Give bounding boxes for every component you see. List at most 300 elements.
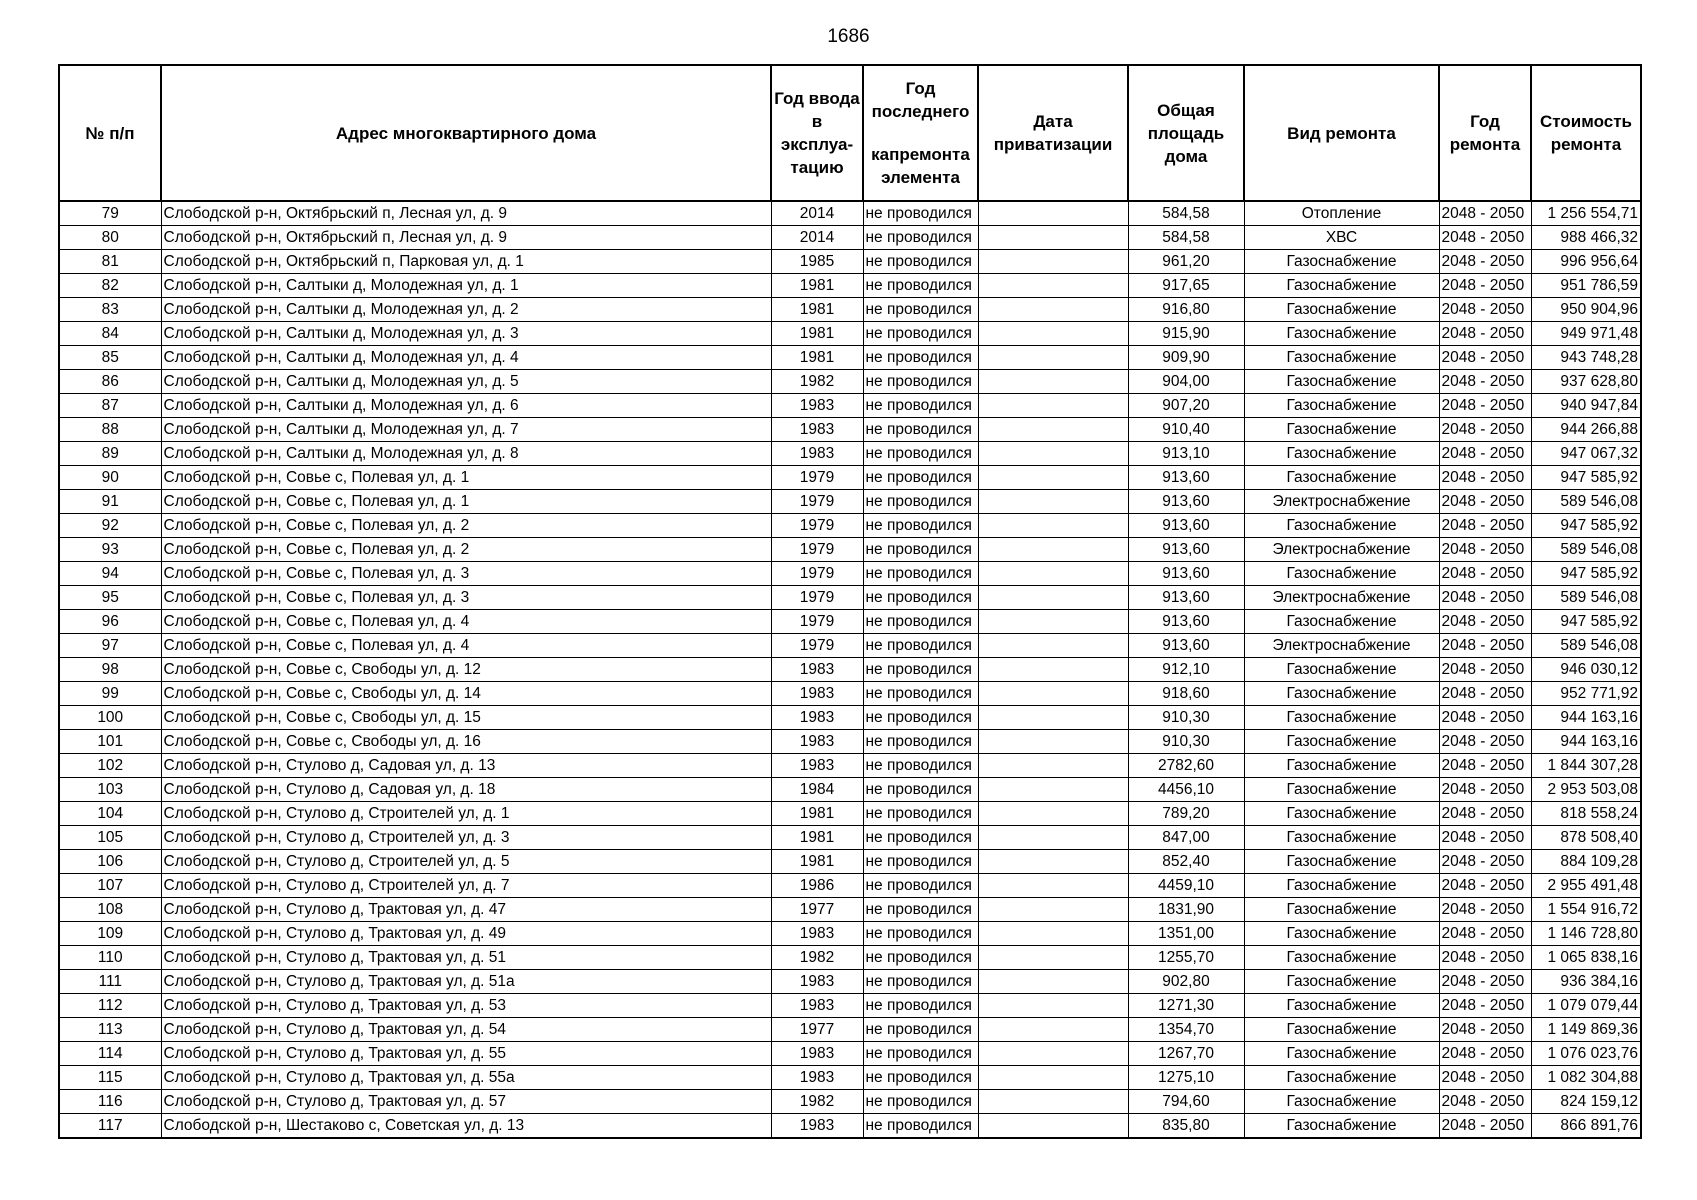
cell-repair-year: 2048 - 2050: [1439, 586, 1531, 610]
table-row: [59, 370, 1641, 394]
cell-repair-year: 2048 - 2050: [1439, 201, 1531, 226]
cell-year-commissioned: 1986: [771, 874, 863, 898]
cell-last-repair: не проводился: [863, 754, 978, 778]
cell-repair-type: Отопление: [1244, 201, 1439, 226]
repair-plan-table: [58, 64, 1642, 1139]
cell-area: 794,60: [1128, 1090, 1244, 1114]
cell-privatization: [978, 706, 1128, 730]
cell-num: 104: [59, 802, 161, 826]
cell-cost: 1 079 079,44: [1531, 994, 1641, 1018]
cell-repair-type: Газоснабжение: [1244, 442, 1439, 466]
cell-privatization: [978, 730, 1128, 754]
cell-repair-type: Газоснабжение: [1244, 298, 1439, 322]
cell-area: 917,65: [1128, 274, 1244, 298]
cell-last-repair: не проводился: [863, 226, 978, 250]
cell-address: Слободской р-н, Салтыки д, Молодежная ул, д. 7: [161, 418, 771, 442]
cell-year-commissioned: 1982: [771, 946, 863, 970]
cell-address: Слободской р-н, Салтыки д, Молодежная ул, д. 6: [161, 394, 771, 418]
cell-last-repair: не проводился: [863, 850, 978, 874]
table-row: [59, 826, 1641, 850]
table-row: [59, 1066, 1641, 1090]
table-body: [59, 201, 1641, 1138]
cell-repair-year: 2048 - 2050: [1439, 226, 1531, 250]
cell-cost: 946 030,12: [1531, 658, 1641, 682]
cell-year-commissioned: 1979: [771, 466, 863, 490]
cell-area: 907,20: [1128, 394, 1244, 418]
cell-num: 117: [59, 1114, 161, 1139]
cell-year-commissioned: 1983: [771, 442, 863, 466]
cell-num: 97: [59, 634, 161, 658]
cell-address: Слободской р-н, Шестаково с, Советская ул, д. 13: [161, 1114, 771, 1139]
cell-num: 80: [59, 226, 161, 250]
cell-repair-type: Газоснабжение: [1244, 418, 1439, 442]
cell-num: 101: [59, 730, 161, 754]
cell-repair-type: Электроснабжение: [1244, 538, 1439, 562]
cell-repair-type: Газоснабжение: [1244, 682, 1439, 706]
cell-address: Слободской р-н, Совье с, Свободы ул, д. 12: [161, 658, 771, 682]
cell-last-repair: не проводился: [863, 658, 978, 682]
cell-repair-type: Газоснабжение: [1244, 706, 1439, 730]
table-row: [59, 514, 1641, 538]
cell-repair-type: Газоснабжение: [1244, 730, 1439, 754]
cell-repair-year: 2048 - 2050: [1439, 946, 1531, 970]
cell-repair-year: 2048 - 2050: [1439, 1066, 1531, 1090]
cell-cost: 884 109,28: [1531, 850, 1641, 874]
cell-repair-type: Газоснабжение: [1244, 658, 1439, 682]
cell-privatization: [978, 370, 1128, 394]
cell-repair-type: Газоснабжение: [1244, 946, 1439, 970]
cell-last-repair: не проводился: [863, 1018, 978, 1042]
table-row: [59, 442, 1641, 466]
cell-privatization: [978, 898, 1128, 922]
cell-address: Слободской р-н, Совье с, Полевая ул, д. 2: [161, 514, 771, 538]
table-row: [59, 298, 1641, 322]
cell-repair-year: 2048 - 2050: [1439, 658, 1531, 682]
cell-num: 82: [59, 274, 161, 298]
cell-cost: 589 546,08: [1531, 586, 1641, 610]
cell-address: Слободской р-н, Стулово д, Садовая ул, д. 18: [161, 778, 771, 802]
cell-privatization: [978, 922, 1128, 946]
cell-last-repair: не проводился: [863, 634, 978, 658]
header-num: № п/п: [59, 65, 161, 201]
table-row: [59, 1114, 1641, 1139]
cell-cost: 947 585,92: [1531, 514, 1641, 538]
table-row: [59, 946, 1641, 970]
table-row: [59, 322, 1641, 346]
cell-year-commissioned: 1984: [771, 778, 863, 802]
cell-repair-year: 2048 - 2050: [1439, 634, 1531, 658]
cell-last-repair: не проводился: [863, 201, 978, 226]
cell-last-repair: не проводился: [863, 1090, 978, 1114]
table-row: [59, 1018, 1641, 1042]
cell-last-repair: не проводился: [863, 682, 978, 706]
table-row: [59, 586, 1641, 610]
cell-last-repair: не проводился: [863, 466, 978, 490]
cell-privatization: [978, 754, 1128, 778]
cell-cost: 988 466,32: [1531, 226, 1641, 250]
cell-num: 79: [59, 201, 161, 226]
header-area: Общая площадь дома: [1128, 65, 1244, 201]
cell-last-repair: не проводился: [863, 394, 978, 418]
cell-num: 91: [59, 490, 161, 514]
cell-address: Слободской р-н, Салтыки д, Молодежная ул, д. 3: [161, 322, 771, 346]
cell-repair-type: Газоснабжение: [1244, 514, 1439, 538]
cell-area: 961,20: [1128, 250, 1244, 274]
cell-num: 95: [59, 586, 161, 610]
cell-repair-type: Газоснабжение: [1244, 850, 1439, 874]
cell-cost: 1 082 304,88: [1531, 1066, 1641, 1090]
cell-last-repair: не проводился: [863, 970, 978, 994]
cell-repair-year: 2048 - 2050: [1439, 826, 1531, 850]
cell-year-commissioned: 1979: [771, 586, 863, 610]
cell-year-commissioned: 1983: [771, 1042, 863, 1066]
cell-cost: 2 953 503,08: [1531, 778, 1641, 802]
cell-privatization: [978, 490, 1128, 514]
cell-area: 910,30: [1128, 706, 1244, 730]
cell-privatization: [978, 850, 1128, 874]
cell-repair-type: Газоснабжение: [1244, 1042, 1439, 1066]
cell-num: 103: [59, 778, 161, 802]
cell-privatization: [978, 586, 1128, 610]
cell-year-commissioned: 1981: [771, 274, 863, 298]
cell-address: Слободской р-н, Стулово д, Трактовая ул, д. 49: [161, 922, 771, 946]
cell-year-commissioned: 2014: [771, 226, 863, 250]
cell-address: Слободской р-н, Совье с, Полевая ул, д. 1: [161, 490, 771, 514]
cell-year-commissioned: 1983: [771, 418, 863, 442]
cell-privatization: [978, 394, 1128, 418]
cell-repair-year: 2048 - 2050: [1439, 994, 1531, 1018]
cell-repair-year: 2048 - 2050: [1439, 610, 1531, 634]
cell-cost: 589 546,08: [1531, 634, 1641, 658]
table-row: [59, 730, 1641, 754]
cell-cost: 1 065 838,16: [1531, 946, 1641, 970]
cell-year-commissioned: 1979: [771, 490, 863, 514]
cell-area: 584,58: [1128, 201, 1244, 226]
table-row: [59, 706, 1641, 730]
cell-year-commissioned: 1983: [771, 754, 863, 778]
cell-repair-year: 2048 - 2050: [1439, 466, 1531, 490]
cell-num: 113: [59, 1018, 161, 1042]
cell-num: 90: [59, 466, 161, 490]
cell-area: 912,10: [1128, 658, 1244, 682]
cell-address: Слободской р-н, Стулово д, Трактовая ул, д. 55а: [161, 1066, 771, 1090]
cell-year-commissioned: 1985: [771, 250, 863, 274]
cell-address: Слободской р-н, Стулово д, Трактовая ул, д. 47: [161, 898, 771, 922]
header-last-repair-line2: капремонта элемента: [871, 145, 970, 187]
cell-num: 109: [59, 922, 161, 946]
cell-repair-type: Газоснабжение: [1244, 1090, 1439, 1114]
cell-last-repair: не проводился: [863, 586, 978, 610]
cell-year-commissioned: 1982: [771, 1090, 863, 1114]
cell-area: 902,80: [1128, 970, 1244, 994]
cell-address: Слободской р-н, Октябрьский п, Лесная ул, д. 9: [161, 201, 771, 226]
cell-repair-year: 2048 - 2050: [1439, 538, 1531, 562]
header-repair-type: Вид ремонта: [1244, 65, 1439, 201]
cell-cost: 947 585,92: [1531, 562, 1641, 586]
cell-address: Слободской р-н, Совье с, Полевая ул, д. 4: [161, 634, 771, 658]
cell-last-repair: не проводился: [863, 994, 978, 1018]
cell-privatization: [978, 1042, 1128, 1066]
cell-repair-year: 2048 - 2050: [1439, 850, 1531, 874]
cell-privatization: [978, 562, 1128, 586]
cell-repair-type: Газоснабжение: [1244, 754, 1439, 778]
cell-year-commissioned: 1983: [771, 994, 863, 1018]
cell-privatization: [978, 874, 1128, 898]
header-last-repair: [863, 65, 978, 201]
cell-address: Слободской р-н, Стулово д, Трактовая ул, д. 54: [161, 1018, 771, 1042]
cell-cost: 589 546,08: [1531, 538, 1641, 562]
cell-num: 107: [59, 874, 161, 898]
cell-last-repair: не проводился: [863, 802, 978, 826]
cell-repair-year: 2048 - 2050: [1439, 346, 1531, 370]
cell-last-repair: не проводился: [863, 826, 978, 850]
cell-repair-year: 2048 - 2050: [1439, 802, 1531, 826]
cell-cost: 818 558,24: [1531, 802, 1641, 826]
cell-year-commissioned: 1983: [771, 730, 863, 754]
cell-repair-year: 2048 - 2050: [1439, 442, 1531, 466]
cell-last-repair: не проводился: [863, 322, 978, 346]
cell-address: Слободской р-н, Стулово д, Трактовая ул, д. 51: [161, 946, 771, 970]
header-address: Адрес многоквартирного дома: [161, 65, 771, 201]
cell-year-commissioned: 1979: [771, 634, 863, 658]
cell-last-repair: не проводился: [863, 514, 978, 538]
cell-area: 909,90: [1128, 346, 1244, 370]
cell-repair-year: 2048 - 2050: [1439, 322, 1531, 346]
cell-cost: 950 904,96: [1531, 298, 1641, 322]
cell-repair-type: Газоснабжение: [1244, 826, 1439, 850]
cell-area: 913,60: [1128, 514, 1244, 538]
cell-area: 852,40: [1128, 850, 1244, 874]
cell-area: 910,30: [1128, 730, 1244, 754]
cell-privatization: [978, 274, 1128, 298]
cell-last-repair: не проводился: [863, 442, 978, 466]
cell-area: 910,40: [1128, 418, 1244, 442]
cell-repair-type: Газоснабжение: [1244, 394, 1439, 418]
cell-repair-year: 2048 - 2050: [1439, 250, 1531, 274]
cell-repair-type: Газоснабжение: [1244, 1114, 1439, 1139]
cell-repair-year: 2048 - 2050: [1439, 562, 1531, 586]
page-number: 1686: [827, 26, 870, 47]
cell-address: Слободской р-н, Совье с, Полевая ул, д. 2: [161, 538, 771, 562]
table-row: [59, 562, 1641, 586]
cell-last-repair: не проводился: [863, 562, 978, 586]
cell-repair-year: 2048 - 2050: [1439, 418, 1531, 442]
cell-year-commissioned: 1983: [771, 394, 863, 418]
header-cost: Стоимость ремонта: [1531, 65, 1641, 201]
cell-last-repair: не проводился: [863, 298, 978, 322]
table-row: [59, 274, 1641, 298]
cell-area: 915,90: [1128, 322, 1244, 346]
cell-area: 913,60: [1128, 466, 1244, 490]
table-row: [59, 658, 1641, 682]
cell-year-commissioned: 1983: [771, 922, 863, 946]
cell-privatization: [978, 1066, 1128, 1090]
cell-last-repair: не проводился: [863, 730, 978, 754]
cell-num: 108: [59, 898, 161, 922]
cell-repair-year: 2048 - 2050: [1439, 922, 1531, 946]
table-row: [59, 682, 1641, 706]
cell-area: 1831,90: [1128, 898, 1244, 922]
cell-num: 102: [59, 754, 161, 778]
cell-address: Слободской р-н, Совье с, Свободы ул, д. 14: [161, 682, 771, 706]
cell-privatization: [978, 442, 1128, 466]
cell-year-commissioned: 1982: [771, 370, 863, 394]
cell-cost: 937 628,80: [1531, 370, 1641, 394]
cell-repair-type: Газоснабжение: [1244, 274, 1439, 298]
cell-num: 106: [59, 850, 161, 874]
cell-privatization: [978, 514, 1128, 538]
cell-area: 904,00: [1128, 370, 1244, 394]
cell-cost: 878 508,40: [1531, 826, 1641, 850]
cell-cost: 944 266,88: [1531, 418, 1641, 442]
cell-area: 789,20: [1128, 802, 1244, 826]
cell-repair-year: 2048 - 2050: [1439, 298, 1531, 322]
cell-repair-type: Газоснабжение: [1244, 922, 1439, 946]
cell-num: 105: [59, 826, 161, 850]
cell-year-commissioned: 1977: [771, 898, 863, 922]
cell-privatization: [978, 538, 1128, 562]
cell-area: 913,60: [1128, 538, 1244, 562]
cell-cost: 996 956,64: [1531, 250, 1641, 274]
table-row: [59, 201, 1641, 226]
cell-cost: 866 891,76: [1531, 1114, 1641, 1139]
table-row: [59, 778, 1641, 802]
cell-cost: 947 585,92: [1531, 466, 1641, 490]
cell-repair-year: 2048 - 2050: [1439, 490, 1531, 514]
cell-year-commissioned: 1981: [771, 322, 863, 346]
cell-repair-year: 2048 - 2050: [1439, 1042, 1531, 1066]
cell-year-commissioned: 1983: [771, 706, 863, 730]
cell-last-repair: не проводился: [863, 538, 978, 562]
cell-area: 1354,70: [1128, 1018, 1244, 1042]
cell-privatization: [978, 778, 1128, 802]
cell-privatization: [978, 970, 1128, 994]
cell-last-repair: не проводился: [863, 274, 978, 298]
cell-num: 100: [59, 706, 161, 730]
cell-repair-type: Газоснабжение: [1244, 874, 1439, 898]
cell-cost: 947 585,92: [1531, 610, 1641, 634]
cell-repair-type: Газоснабжение: [1244, 370, 1439, 394]
header-last-repair-line1: Год последнего: [871, 79, 970, 121]
cell-repair-year: 2048 - 2050: [1439, 706, 1531, 730]
cell-year-commissioned: 2014: [771, 201, 863, 226]
header-row: [59, 65, 1641, 201]
cell-address: Слободской р-н, Салтыки д, Молодежная ул, д. 4: [161, 346, 771, 370]
cell-num: 93: [59, 538, 161, 562]
cell-repair-year: 2048 - 2050: [1439, 898, 1531, 922]
cell-cost: 1 146 728,80: [1531, 922, 1641, 946]
cell-area: 913,60: [1128, 586, 1244, 610]
cell-last-repair: не проводился: [863, 250, 978, 274]
cell-address: Слободской р-н, Совье с, Свободы ул, д. 16: [161, 730, 771, 754]
cell-address: Слободской р-н, Совье с, Свободы ул, д. 15: [161, 706, 771, 730]
cell-last-repair: не проводился: [863, 898, 978, 922]
cell-num: 83: [59, 298, 161, 322]
cell-cost: 952 771,92: [1531, 682, 1641, 706]
cell-area: 913,10: [1128, 442, 1244, 466]
cell-repair-year: 2048 - 2050: [1439, 730, 1531, 754]
cell-last-repair: не проводился: [863, 874, 978, 898]
cell-num: 116: [59, 1090, 161, 1114]
table-row: [59, 418, 1641, 442]
cell-num: 114: [59, 1042, 161, 1066]
cell-privatization: [978, 826, 1128, 850]
table-row: [59, 1090, 1641, 1114]
cell-year-commissioned: 1979: [771, 538, 863, 562]
cell-address: Слободской р-н, Стулово д, Трактовая ул, д. 53: [161, 994, 771, 1018]
cell-repair-year: 2048 - 2050: [1439, 970, 1531, 994]
cell-repair-type: Газоснабжение: [1244, 322, 1439, 346]
cell-address: Слободской р-н, Салтыки д, Молодежная ул, д. 5: [161, 370, 771, 394]
cell-area: 584,58: [1128, 226, 1244, 250]
header-repair-year: Год ремонта: [1439, 65, 1531, 201]
cell-privatization: [978, 610, 1128, 634]
cell-area: 4456,10: [1128, 778, 1244, 802]
cell-repair-year: 2048 - 2050: [1439, 682, 1531, 706]
cell-num: 86: [59, 370, 161, 394]
table-row: [59, 922, 1641, 946]
table-row: [59, 466, 1641, 490]
table-row: [59, 802, 1641, 826]
cell-repair-type: Газоснабжение: [1244, 778, 1439, 802]
cell-repair-type: Газоснабжение: [1244, 1066, 1439, 1090]
cell-privatization: [978, 466, 1128, 490]
table-row: [59, 490, 1641, 514]
cell-area: 1267,70: [1128, 1042, 1244, 1066]
cell-num: 81: [59, 250, 161, 274]
cell-year-commissioned: 1981: [771, 850, 863, 874]
cell-privatization: [978, 1090, 1128, 1114]
cell-address: Слободской р-н, Октябрьский п, Парковая ул, д. 1: [161, 250, 771, 274]
cell-cost: 951 786,59: [1531, 274, 1641, 298]
cell-num: 84: [59, 322, 161, 346]
cell-area: 918,60: [1128, 682, 1244, 706]
cell-address: Слободской р-н, Стулово д, Трактовая ул, д. 51а: [161, 970, 771, 994]
cell-num: 89: [59, 442, 161, 466]
header-year-commissioned: Год ввода в эксплуа-тацию: [771, 65, 863, 201]
cell-privatization: [978, 1114, 1128, 1139]
cell-num: 94: [59, 562, 161, 586]
cell-last-repair: не проводился: [863, 490, 978, 514]
cell-repair-type: ХВС: [1244, 226, 1439, 250]
cell-area: 913,60: [1128, 490, 1244, 514]
cell-repair-year: 2048 - 2050: [1439, 1018, 1531, 1042]
cell-address: Слободской р-н, Стулово д, Садовая ул, д. 13: [161, 754, 771, 778]
cell-area: 916,80: [1128, 298, 1244, 322]
cell-cost: 1 256 554,71: [1531, 201, 1641, 226]
cell-year-commissioned: 1981: [771, 802, 863, 826]
cell-num: 110: [59, 946, 161, 970]
cell-last-repair: не проводился: [863, 418, 978, 442]
cell-privatization: [978, 682, 1128, 706]
cell-num: 88: [59, 418, 161, 442]
cell-year-commissioned: 1977: [771, 1018, 863, 1042]
cell-cost: 936 384,16: [1531, 970, 1641, 994]
cell-year-commissioned: 1981: [771, 826, 863, 850]
cell-address: Слободской р-н, Стулово д, Строителей ул, д. 5: [161, 850, 771, 874]
cell-num: 99: [59, 682, 161, 706]
cell-address: Слободской р-н, Салтыки д, Молодежная ул, д. 8: [161, 442, 771, 466]
cell-repair-year: 2048 - 2050: [1439, 754, 1531, 778]
cell-cost: 1 149 869,36: [1531, 1018, 1641, 1042]
cell-last-repair: не проводился: [863, 922, 978, 946]
table-row: [59, 1042, 1641, 1066]
cell-address: Слободской р-н, Стулово д, Строителей ул, д. 7: [161, 874, 771, 898]
cell-num: 98: [59, 658, 161, 682]
cell-repair-type: Электроснабжение: [1244, 586, 1439, 610]
cell-repair-type: Электроснабжение: [1244, 634, 1439, 658]
cell-privatization: [978, 994, 1128, 1018]
